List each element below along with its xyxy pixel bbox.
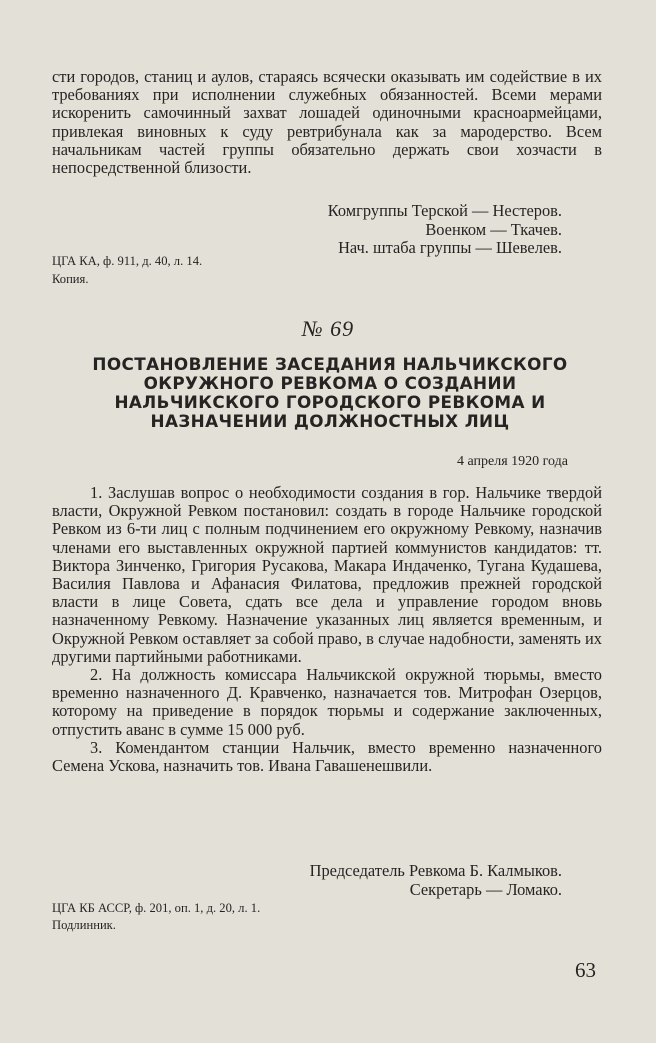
document-date: 4 апреля 1920 года [457,454,568,469]
document-original-note: Подлинник. [52,918,116,932]
document-archive-source: ЦГА КБ АССР, ф. 201, оп. 1, д. 20, л. 1. [52,901,261,915]
top-signatures [52,202,562,258]
signature-line: Нач. штаба группы — Шевелев. [338,238,562,257]
body-paragraph-2: 2. На должность комиссара Нальчикской окружной тюрьмы, вместо временно назначенного Д. Кравченко, назначается тов. Митрофан Озерцов, которому на приведение в порядок тюрьмы и содержание заключенных, отпустить аванс в сумме 15 000 руб. [52,665,602,739]
top-copy-note: Копия. [52,272,89,286]
top-archive-source: ЦГА КА, ф. 911, д. 40, л. 14. [52,254,203,268]
signature-line: Председатель Ревкома Б. Калмыков. [309,861,562,880]
page-number: 63 [575,958,596,982]
document-number: № 69 [301,316,355,341]
document-title: ПОСТАНОВЛЕНИЕ ЗАСЕДАНИЯ НАЛЬЧИКСКОГО ОКРУЖНОГО РЕВКОМА О СОЗДАНИИ НАЛЬЧИКСКОГО ГОРОДСКОГО РЕВКОМА И НАЗНАЧЕНИИ ДОЛЖНОСТНЫХ ЛИЦ [92,354,568,431]
body-paragraph-3: 3. Комендантом станции Нальчик, вместо временно назначенного Семена Ускова, назначить тов. Ивана Гавашенешвили. [52,737,602,776]
continued-text-block [52,68,602,177]
continued-paragraph: сти городов, станиц и аулов, стараясь всячески оказывать им содействие в их требованиях при исполнении служебных обязанностей. Всеми мерами искоренить самочинный захват лошадей одиночными красноармейцами, привлекая виновных к суду ревтрибунала как за мародерство. Всем начальникам частей группы обязательно держать свои хозчасти в непосредственной близости. [52,67,602,178]
signature-line: Военком — Ткачев. [425,219,562,239]
document-signatures [52,862,562,899]
signature-line: Секретарь — Ломако. [409,879,562,899]
document-body [52,484,602,775]
signature-line: Комгруппы Терской — Нестеров. [327,201,562,220]
body-paragraph-1: 1. Заслушав вопрос о необходимости создания в гор. Нальчике твердой власти, Окружной Ревком постановил: создать в городе Нальчике городской Ревком из 6-ти лиц с полным подчинением его окружному Ревкому, назначив членами его выставленных окружной партией коммунистов кандидатов: тт. Виктора Зинченко, Григория Русакова, Макара Индаченко, Тугана Кудашева, Василия Павлова и Афанасия Филатова, предложив прежней городской власти в лице Совета, сдать все дела и управление городом вновь назначенному Ревкому. Назначение указанных лиц является временным, и Окружной Ревком оставляет за собой право, в случае надобности, заменять их другими партийными работниками. [52,483,602,666]
